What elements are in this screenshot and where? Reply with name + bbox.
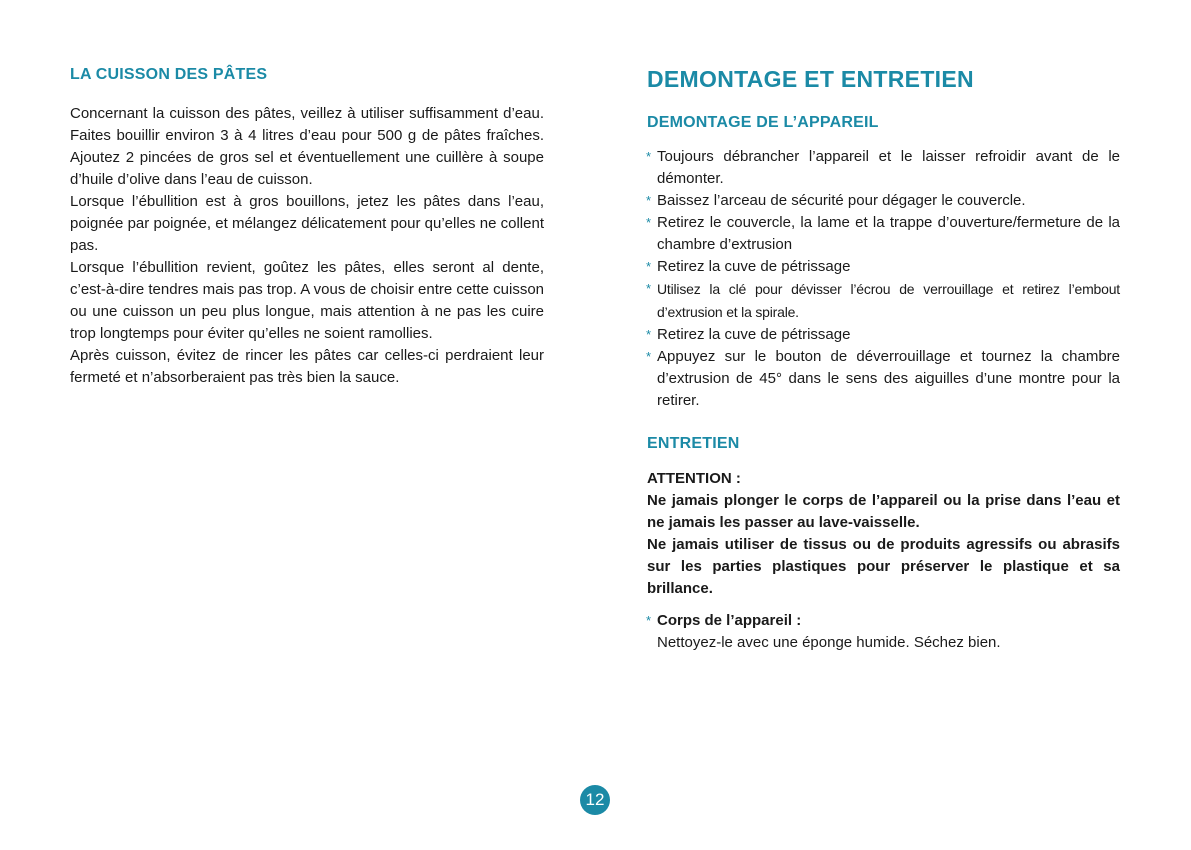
list-item	[647, 212, 1120, 256]
left-column	[70, 66, 544, 389]
care-title: Corps de l’appareil :	[657, 612, 802, 629]
asterisk-bullet-icon: *	[646, 149, 652, 164]
asterisk-bullet-icon: *	[646, 281, 652, 296]
paragraph: Lorsque l’ébullition revient, goûtez les pâtes, elles seront al dente, c’est-à-dire tendres mais pas trop. A vous de choisir entre cette cuisson ou une cuisson un peu plus longue, mais attention à ne pas les cuire trop longtemps pour éviter qu’elles ne soient ramollies.	[70, 259, 544, 342]
section-heading-demontage: DEMONTAGE DE L’APPAREIL	[647, 114, 879, 131]
list-item-text: Appuyez sur le bouton de déverrouillage et tournez la chambre d’extrusion de 45° dans le sens des aiguilles d’une montre pour la retirer.	[657, 348, 1120, 409]
list-item-text: Utilisez la clé pour dévisser l’écrou de verrouillage et retirez l’embout d’extrusion et la spirale.	[657, 281, 1120, 320]
list-item	[647, 256, 1120, 278]
list-item	[647, 278, 1120, 324]
section-heading-cuisson: LA CUISSON DES PÂTES	[70, 66, 268, 83]
list-item-text: Retirez la cuve de pétrissage	[657, 258, 851, 275]
warning-text: Ne jamais plonger le corps de l’appareil ou la prise dans l’eau et ne jamais les passer au lave-vaisselle.	[647, 492, 1120, 531]
list-item-text: Retirez la cuve de pétrissage	[657, 326, 851, 343]
paragraph: Après cuisson, évitez de rincer les pâtes car celles-ci perdraient leur fermeté et n’absorberaient pas très bien la sauce.	[70, 347, 544, 386]
page-title: DEMONTAGE ET ENTRETIEN	[647, 66, 974, 92]
list-item-text: Baissez l’arceau de sécurité pour dégager le couvercle.	[657, 192, 1026, 209]
list-item	[647, 346, 1120, 412]
asterisk-bullet-icon: *	[646, 215, 652, 230]
list-item-text: Retirez le couvercle, la lame et la trappe d’ouverture/fermeture de la chambre d’extrusion	[657, 214, 1120, 253]
paragraph: Lorsque l’ébullition est à gros bouillons, jetez les pâtes dans l’eau, poignée par poignée, et mélangez délicatement pour qu’elles ne collent pas.	[70, 193, 544, 254]
demontage-list	[647, 146, 1120, 412]
asterisk-bullet-icon: *	[646, 327, 652, 342]
asterisk-bullet-icon: *	[646, 193, 652, 208]
list-item	[647, 610, 1120, 654]
list-item-text: Toujours débrancher l’appareil et le laisser refroidir avant de le démonter.	[657, 148, 1120, 187]
care-text: Nettoyez-le avec une éponge humide. Séchez bien.	[657, 634, 1001, 651]
list-item	[647, 146, 1120, 190]
page-number-badge: 12	[580, 785, 610, 815]
warning-text: Ne jamais utiliser de tissus ou de produits agressifs ou abrasifs sur les parties plastiques pour préserver le plastique et sa brillance.	[647, 536, 1120, 597]
warning-label: ATTENTION :	[647, 470, 741, 487]
right-column	[647, 66, 1120, 654]
paragraph: Concernant la cuisson des pâtes, veillez à utiliser suffisamment d’eau. Faites bouillir environ 3 à 4 litres d’eau pour 500 g de pâtes fraîches. Ajoutez 2 pincées de gros sel et éventuellement une cuillère à soupe d’huile d’olive dans l’eau de cuisson.	[70, 105, 544, 188]
asterisk-bullet-icon: *	[646, 613, 652, 628]
list-item	[647, 190, 1120, 212]
asterisk-bullet-icon: *	[646, 349, 652, 364]
section-heading-entretien: ENTRETIEN	[647, 435, 740, 452]
care-list	[647, 610, 1120, 654]
asterisk-bullet-icon: *	[646, 259, 652, 274]
list-item	[647, 324, 1120, 346]
